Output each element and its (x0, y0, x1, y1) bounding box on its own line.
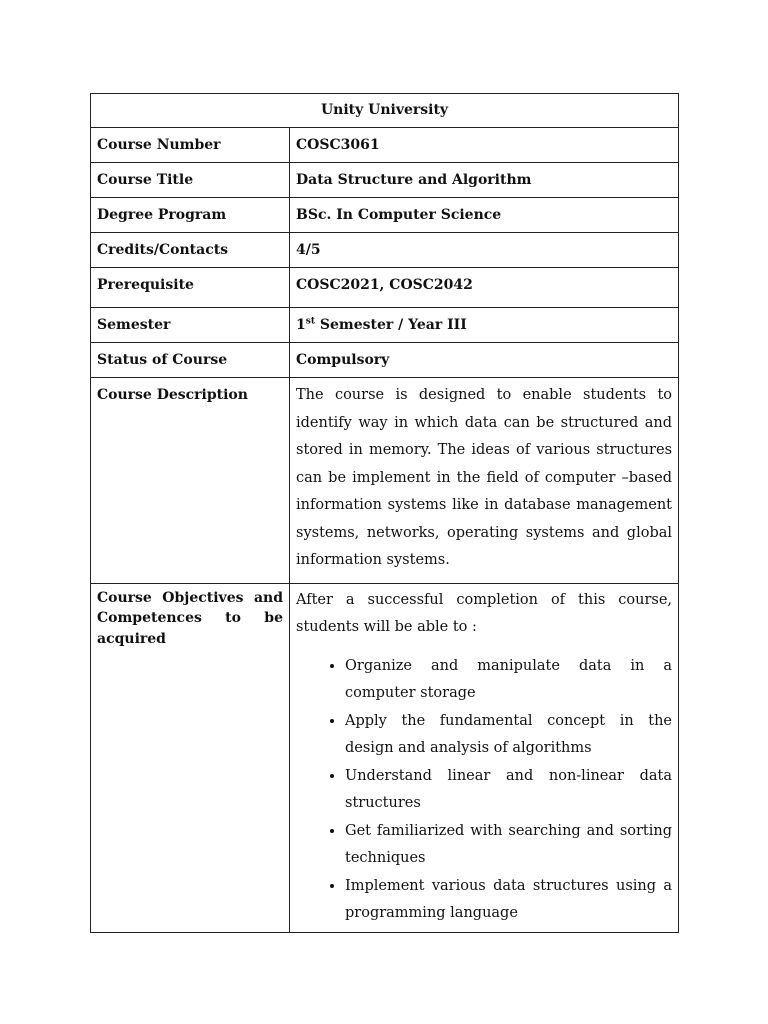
table-row (91, 583, 679, 932)
course-number-value: COSC3061 (290, 128, 679, 163)
course-objectives-value (290, 583, 679, 932)
table-row (91, 163, 679, 198)
list-item: • Organize and manipulate data in a computer storage (345, 653, 672, 708)
course-description-text: The course is designed to enable students to identify way in which data can be structured and stored in memory. The ideas of various structures can be implement in the field of computer –based information systems like in database management systems, networks, operating systems and global information systems. (296, 387, 673, 568)
semester-value (290, 308, 679, 343)
semester-rest: Semester / Year III (314, 317, 467, 333)
course-title-value: Data Structure and Algorithm (290, 163, 679, 198)
university-name-text: Unity University (320, 102, 449, 118)
course-number-label: Course Number (91, 128, 290, 163)
objectives-list (296, 653, 672, 928)
table-row (91, 198, 679, 233)
semester-label: Semester (91, 308, 290, 343)
course-objectives-label (91, 583, 290, 932)
credits-contacts-label: Credits/Contacts (91, 233, 290, 268)
table-row (91, 308, 679, 343)
course-info-table (90, 93, 679, 933)
course-objectives-intro: After a successful completion of this course, students will be able to : (296, 591, 673, 635)
status-label: Status of Course (91, 343, 290, 378)
list-item: • Implement various data structures using a programming language (345, 873, 672, 928)
degree-program-value: BSc. In Computer Science (290, 198, 679, 233)
degree-program-label: Degree Program (91, 198, 290, 233)
course-description-label: Course Description (91, 378, 290, 584)
table-row (91, 233, 679, 268)
university-name (91, 94, 679, 128)
status-value: Compulsory (290, 343, 679, 378)
table-row (91, 268, 679, 308)
prerequisite-label: Prerequisite (91, 268, 290, 308)
list-item: • Understand linear and non-linear data structures (345, 763, 672, 818)
prerequisite-value: COSC2021, COSC2042 (290, 268, 679, 308)
course-objectives-label-text: Course Objectives and Competences to be acquired (97, 589, 283, 647)
credits-contacts-value: 4/5 (290, 233, 679, 268)
course-description-value (290, 378, 679, 584)
table-header-row (91, 94, 679, 128)
table-row (91, 128, 679, 163)
semester-ordinal: st (305, 316, 315, 327)
course-title-label: Course Title (91, 163, 290, 198)
table-row (91, 343, 679, 378)
table-row (91, 378, 679, 584)
semester-number: 1 (296, 317, 306, 333)
list-item: • Get familiarized with searching and sorting techniques (345, 818, 672, 873)
list-item: • Apply the fundamental concept in the design and analysis of algorithms (345, 708, 672, 763)
